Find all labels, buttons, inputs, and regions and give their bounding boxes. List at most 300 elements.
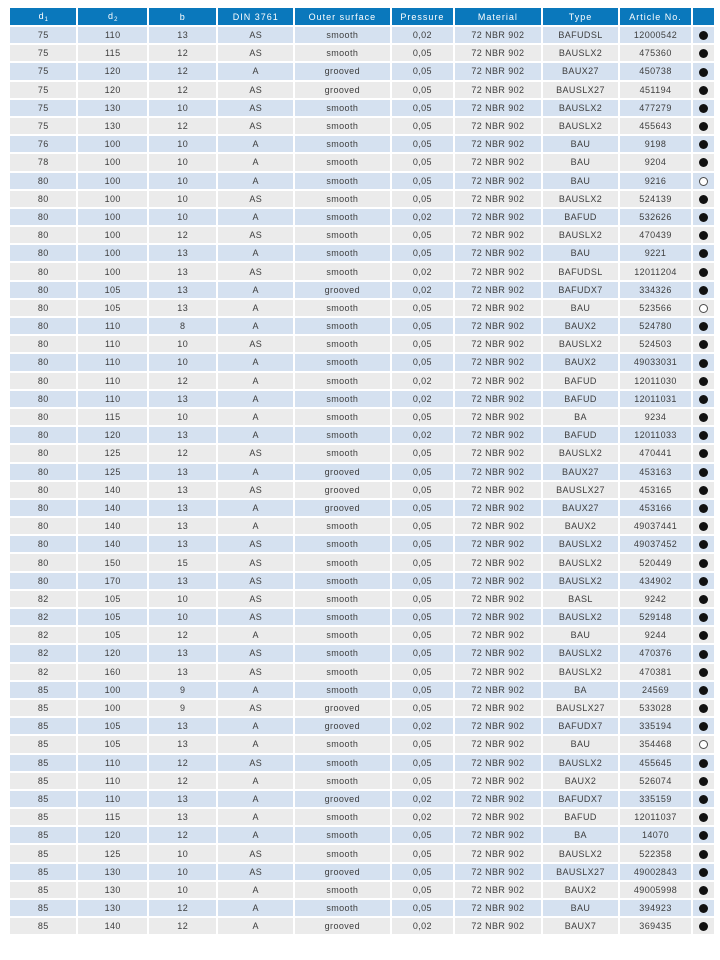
cell-d2: 140 <box>78 518 146 534</box>
cell-material: 72 NBR 902 <box>455 518 541 534</box>
cell-type: BAFUDX7 <box>543 282 619 298</box>
cell-type: BAUX27 <box>543 464 619 480</box>
cell-article_no: 12011037 <box>620 809 691 825</box>
cell-pressure: 0,02 <box>392 427 453 443</box>
cell-b: 9 <box>149 682 216 698</box>
cell-d2: 140 <box>78 918 146 934</box>
cell-pressure: 0,02 <box>392 282 453 298</box>
table-row <box>10 736 714 752</box>
cell-outer_surface: grooved <box>295 82 390 98</box>
table-row <box>10 118 714 134</box>
cell-pressure: 0,05 <box>392 482 453 498</box>
cell-type: BAFUDX7 <box>543 791 619 807</box>
cell-b: 10 <box>149 845 216 861</box>
cell-type: BA <box>543 682 619 698</box>
cell-article_no: 455643 <box>620 118 691 134</box>
cell-type: BAU <box>543 900 619 916</box>
cell-d2: 130 <box>78 864 146 880</box>
table-row <box>10 773 714 789</box>
table-row <box>10 45 714 61</box>
cell-outer_surface: smooth <box>295 591 390 607</box>
cell-d1: 75 <box>10 63 76 79</box>
cell-type: BAFUDX7 <box>543 718 619 734</box>
cell-material: 72 NBR 902 <box>455 464 541 480</box>
table-row <box>10 864 714 880</box>
cell-availability <box>693 645 714 661</box>
cell-pressure: 0,05 <box>392 609 453 625</box>
cell-b: 12 <box>149 63 216 79</box>
cell-outer_surface: grooved <box>295 500 390 516</box>
cell-availability <box>693 736 714 752</box>
cell-material: 72 NBR 902 <box>455 645 541 661</box>
cell-type: BA <box>543 409 619 425</box>
table-row <box>10 536 714 552</box>
cell-d2: 100 <box>78 173 146 189</box>
cell-d2: 110 <box>78 755 146 771</box>
cell-material: 72 NBR 902 <box>455 209 541 225</box>
cell-type: BAUX2 <box>543 882 619 898</box>
filled-dot-icon <box>699 595 708 604</box>
cell-article_no: 532626 <box>620 209 691 225</box>
cell-outer_surface: smooth <box>295 736 390 752</box>
cell-outer_surface: smooth <box>295 154 390 170</box>
cell-outer_surface: smooth <box>295 445 390 461</box>
cell-b: 10 <box>149 409 216 425</box>
cell-outer_surface: smooth <box>295 27 390 43</box>
cell-article_no: 526074 <box>620 773 691 789</box>
cell-article_no: 453166 <box>620 500 691 516</box>
filled-dot-icon <box>699 559 708 568</box>
cell-type: BAUSLX2 <box>543 191 619 207</box>
cell-pressure: 0,05 <box>392 591 453 607</box>
cell-outer_surface: smooth <box>295 245 390 261</box>
cell-material: 72 NBR 902 <box>455 918 541 934</box>
cell-type: BAUSLX2 <box>543 100 619 116</box>
cell-d1: 75 <box>10 27 76 43</box>
open-dot-icon <box>699 304 708 313</box>
cell-b: 10 <box>149 154 216 170</box>
cell-availability <box>693 318 714 334</box>
cell-article_no: 475360 <box>620 45 691 61</box>
cell-availability <box>693 791 714 807</box>
cell-pressure: 0,05 <box>392 300 453 316</box>
cell-d1: 85 <box>10 718 76 734</box>
cell-d2: 100 <box>78 209 146 225</box>
cell-b: 12 <box>149 45 216 61</box>
cell-b: 12 <box>149 373 216 389</box>
cell-din: AS <box>218 27 293 43</box>
cell-type: BAFUD <box>543 373 619 389</box>
cell-din: A <box>218 409 293 425</box>
cell-outer_surface: smooth <box>295 191 390 207</box>
cell-material: 72 NBR 902 <box>455 900 541 916</box>
cell-pressure: 0,05 <box>392 118 453 134</box>
cell-d1: 80 <box>10 536 76 552</box>
filled-dot-icon <box>699 540 708 549</box>
cell-pressure: 0,05 <box>392 173 453 189</box>
cell-d2: 120 <box>78 645 146 661</box>
cell-d1: 82 <box>10 609 76 625</box>
cell-b: 13 <box>149 282 216 298</box>
cell-d2: 100 <box>78 263 146 279</box>
cell-pressure: 0,02 <box>392 373 453 389</box>
cell-d1: 75 <box>10 118 76 134</box>
cell-d2: 105 <box>78 736 146 752</box>
cell-type: BAFUD <box>543 809 619 825</box>
filled-dot-icon <box>699 777 708 786</box>
cell-din: AS <box>218 573 293 589</box>
cell-din: AS <box>218 45 293 61</box>
cell-b: 12 <box>149 82 216 98</box>
cell-b: 13 <box>149 482 216 498</box>
table-row <box>10 518 714 534</box>
cell-d1: 85 <box>10 845 76 861</box>
cell-d1: 80 <box>10 318 76 334</box>
cell-b: 8 <box>149 318 216 334</box>
cell-din: A <box>218 736 293 752</box>
cell-pressure: 0,05 <box>392 627 453 643</box>
column-header-d2 <box>78 8 146 25</box>
cell-d1: 82 <box>10 664 76 680</box>
table-row <box>10 373 714 389</box>
filled-dot-icon <box>699 650 708 659</box>
cell-d2: 115 <box>78 409 146 425</box>
cell-article_no: 49037452 <box>620 536 691 552</box>
cell-din: AS <box>218 118 293 134</box>
cell-article_no: 49005998 <box>620 882 691 898</box>
cell-article_no: 470439 <box>620 227 691 243</box>
cell-d1: 85 <box>10 900 76 916</box>
filled-dot-icon <box>699 631 708 640</box>
cell-din: A <box>218 518 293 534</box>
cell-din: AS <box>218 700 293 716</box>
cell-material: 72 NBR 902 <box>455 882 541 898</box>
cell-d2: 160 <box>78 664 146 680</box>
filled-dot-icon <box>699 49 708 58</box>
cell-article_no: 335194 <box>620 718 691 734</box>
cell-article_no: 477279 <box>620 100 691 116</box>
cell-d2: 105 <box>78 282 146 298</box>
filled-dot-icon <box>699 249 708 258</box>
cell-type: BAFUD <box>543 209 619 225</box>
cell-outer_surface: smooth <box>295 263 390 279</box>
cell-b: 13 <box>149 645 216 661</box>
cell-pressure: 0,05 <box>392 409 453 425</box>
cell-article_no: 49002843 <box>620 864 691 880</box>
cell-d2: 100 <box>78 136 146 152</box>
table-row <box>10 445 714 461</box>
cell-article_no: 9204 <box>620 154 691 170</box>
cell-pressure: 0,05 <box>392 882 453 898</box>
cell-b: 10 <box>149 173 216 189</box>
cell-d1: 75 <box>10 45 76 61</box>
cell-pressure: 0,05 <box>392 827 453 843</box>
cell-d2: 110 <box>78 318 146 334</box>
filled-dot-icon <box>699 377 708 386</box>
cell-article_no: 9244 <box>620 627 691 643</box>
cell-d1: 80 <box>10 482 76 498</box>
cell-availability <box>693 518 714 534</box>
cell-din: A <box>218 136 293 152</box>
cell-din: A <box>218 791 293 807</box>
cell-type: BAU <box>543 736 619 752</box>
cell-outer_surface: smooth <box>295 573 390 589</box>
cell-outer_surface: smooth <box>295 173 390 189</box>
cell-material: 72 NBR 902 <box>455 191 541 207</box>
filled-dot-icon <box>699 86 708 95</box>
cell-b: 13 <box>149 464 216 480</box>
cell-d2: 100 <box>78 191 146 207</box>
cell-pressure: 0,05 <box>392 682 453 698</box>
cell-material: 72 NBR 902 <box>455 500 541 516</box>
cell-din: A <box>218 718 293 734</box>
table-row <box>10 318 714 334</box>
cell-outer_surface: smooth <box>295 518 390 534</box>
cell-type: BAU <box>543 136 619 152</box>
table-row <box>10 845 714 861</box>
cell-d1: 80 <box>10 445 76 461</box>
cell-material: 72 NBR 902 <box>455 63 541 79</box>
cell-article_no: 49037441 <box>620 518 691 534</box>
filled-dot-icon <box>699 831 708 840</box>
cell-availability <box>693 591 714 607</box>
cell-material: 72 NBR 902 <box>455 864 541 880</box>
cell-article_no: 369435 <box>620 918 691 934</box>
cell-type: BAUSLX2 <box>543 118 619 134</box>
cell-article_no: 9242 <box>620 591 691 607</box>
cell-din: A <box>218 882 293 898</box>
cell-outer_surface: smooth <box>295 609 390 625</box>
cell-din: AS <box>218 482 293 498</box>
cell-outer_surface: smooth <box>295 755 390 771</box>
cell-article_no: 12000542 <box>620 27 691 43</box>
cell-article_no: 12011033 <box>620 427 691 443</box>
cell-d2: 110 <box>78 336 146 352</box>
cell-material: 72 NBR 902 <box>455 336 541 352</box>
cell-material: 72 NBR 902 <box>455 318 541 334</box>
cell-b: 13 <box>149 536 216 552</box>
cell-b: 10 <box>149 609 216 625</box>
cell-d1: 80 <box>10 464 76 480</box>
cell-article_no: 524780 <box>620 318 691 334</box>
table-row <box>10 154 714 170</box>
cell-b: 10 <box>149 100 216 116</box>
cell-b: 10 <box>149 354 216 370</box>
cell-type: BAFUDSL <box>543 27 619 43</box>
cell-type: BAUSLX2 <box>543 554 619 570</box>
cell-type: BAUX2 <box>543 318 619 334</box>
cell-type: BAUSLX27 <box>543 82 619 98</box>
cell-pressure: 0,05 <box>392 191 453 207</box>
filled-dot-icon <box>699 213 708 222</box>
cell-availability <box>693 336 714 352</box>
cell-din: A <box>218 918 293 934</box>
cell-d1: 82 <box>10 645 76 661</box>
cell-pressure: 0,05 <box>392 82 453 98</box>
column-header-d1 <box>10 8 76 25</box>
cell-availability <box>693 100 714 116</box>
cell-pressure: 0,05 <box>392 736 453 752</box>
cell-availability <box>693 900 714 916</box>
cell-b: 10 <box>149 336 216 352</box>
column-header-type: Type <box>543 8 619 25</box>
cell-din: AS <box>218 591 293 607</box>
cell-b: 13 <box>149 664 216 680</box>
cell-material: 72 NBR 902 <box>455 827 541 843</box>
cell-pressure: 0,02 <box>392 27 453 43</box>
cell-pressure: 0,05 <box>392 445 453 461</box>
filled-dot-icon <box>699 195 708 204</box>
table-header <box>10 8 714 25</box>
cell-din: A <box>218 245 293 261</box>
cell-din: AS <box>218 554 293 570</box>
cell-d2: 105 <box>78 300 146 316</box>
cell-material: 72 NBR 902 <box>455 245 541 261</box>
column-header-pressure: Pressure <box>392 8 453 25</box>
cell-type: BAU <box>543 173 619 189</box>
table-row <box>10 427 714 443</box>
cell-outer_surface: smooth <box>295 882 390 898</box>
cell-material: 72 NBR 902 <box>455 173 541 189</box>
table-row <box>10 882 714 898</box>
cell-type: BAUX2 <box>543 773 619 789</box>
cell-availability <box>693 918 714 934</box>
cell-pressure: 0,02 <box>392 209 453 225</box>
cell-outer_surface: smooth <box>295 645 390 661</box>
table-row <box>10 282 714 298</box>
cell-pressure: 0,05 <box>392 755 453 771</box>
cell-availability <box>693 154 714 170</box>
filled-dot-icon <box>699 759 708 768</box>
cell-din: A <box>218 773 293 789</box>
cell-outer_surface: smooth <box>295 45 390 61</box>
cell-pressure: 0,05 <box>392 900 453 916</box>
cell-outer_surface: smooth <box>295 664 390 680</box>
cell-type: BAUSLX2 <box>543 755 619 771</box>
column-header-availability <box>693 8 714 25</box>
cell-pressure: 0,05 <box>392 700 453 716</box>
filled-dot-icon <box>699 322 708 331</box>
cell-article_no: 524503 <box>620 336 691 352</box>
table-row <box>10 82 714 98</box>
cell-d2: 150 <box>78 554 146 570</box>
cell-d2: 110 <box>78 354 146 370</box>
cell-outer_surface: grooved <box>295 718 390 734</box>
cell-pressure: 0,05 <box>392 464 453 480</box>
filled-dot-icon <box>699 359 708 368</box>
cell-b: 13 <box>149 391 216 407</box>
filled-dot-icon <box>699 486 708 495</box>
table-row <box>10 464 714 480</box>
cell-availability <box>693 300 714 316</box>
cell-d2: 120 <box>78 82 146 98</box>
cell-material: 72 NBR 902 <box>455 609 541 625</box>
cell-d2: 130 <box>78 118 146 134</box>
cell-d1: 80 <box>10 354 76 370</box>
cell-outer_surface: grooved <box>295 464 390 480</box>
cell-b: 12 <box>149 627 216 643</box>
cell-material: 72 NBR 902 <box>455 354 541 370</box>
cell-type: BAFUD <box>543 391 619 407</box>
cell-outer_surface: smooth <box>295 354 390 370</box>
cell-type: BAU <box>543 245 619 261</box>
cell-d1: 80 <box>10 373 76 389</box>
open-dot-icon <box>699 740 708 749</box>
cell-material: 72 NBR 902 <box>455 45 541 61</box>
cell-outer_surface: grooved <box>295 700 390 716</box>
cell-availability <box>693 609 714 625</box>
cell-article_no: 533028 <box>620 700 691 716</box>
cell-d1: 76 <box>10 136 76 152</box>
cell-d2: 110 <box>78 373 146 389</box>
cell-material: 72 NBR 902 <box>455 300 541 316</box>
cell-article_no: 523566 <box>620 300 691 316</box>
cell-article_no: 470441 <box>620 445 691 461</box>
cell-d2: 120 <box>78 427 146 443</box>
cell-article_no: 24569 <box>620 682 691 698</box>
cell-material: 72 NBR 902 <box>455 736 541 752</box>
cell-type: BAUX7 <box>543 918 619 934</box>
cell-type: BAFUDSL <box>543 263 619 279</box>
cell-outer_surface: smooth <box>295 409 390 425</box>
cell-b: 10 <box>149 191 216 207</box>
table-row <box>10 627 714 643</box>
cell-outer_surface: smooth <box>295 300 390 316</box>
cell-material: 72 NBR 902 <box>455 591 541 607</box>
cell-article_no: 14070 <box>620 827 691 843</box>
cell-availability <box>693 354 714 370</box>
filled-dot-icon <box>699 886 708 895</box>
cell-availability <box>693 627 714 643</box>
table-row <box>10 718 714 734</box>
filled-dot-icon <box>699 686 708 695</box>
cell-material: 72 NBR 902 <box>455 755 541 771</box>
cell-material: 72 NBR 902 <box>455 536 541 552</box>
cell-d1: 85 <box>10 827 76 843</box>
cell-availability <box>693 209 714 225</box>
filled-dot-icon <box>699 613 708 622</box>
cell-type: BAUSLX2 <box>543 845 619 861</box>
cell-d1: 80 <box>10 554 76 570</box>
cell-outer_surface: smooth <box>295 209 390 225</box>
cell-din: AS <box>218 536 293 552</box>
cell-d1: 80 <box>10 263 76 279</box>
cell-material: 72 NBR 902 <box>455 391 541 407</box>
cell-d2: 130 <box>78 882 146 898</box>
cell-b: 12 <box>149 900 216 916</box>
cell-d2: 105 <box>78 627 146 643</box>
cell-b: 12 <box>149 445 216 461</box>
cell-pressure: 0,05 <box>392 227 453 243</box>
column-header-article-no: Article No. <box>620 8 691 25</box>
cell-outer_surface: smooth <box>295 809 390 825</box>
cell-material: 72 NBR 902 <box>455 809 541 825</box>
cell-d2: 105 <box>78 609 146 625</box>
cell-pressure: 0,02 <box>392 791 453 807</box>
cell-d2: 140 <box>78 536 146 552</box>
table-row <box>10 173 714 189</box>
cell-d1: 85 <box>10 918 76 934</box>
cell-d2: 105 <box>78 718 146 734</box>
cell-material: 72 NBR 902 <box>455 427 541 443</box>
cell-pressure: 0,05 <box>392 845 453 861</box>
filled-dot-icon <box>699 577 708 586</box>
cell-availability <box>693 773 714 789</box>
cell-material: 72 NBR 902 <box>455 445 541 461</box>
cell-material: 72 NBR 902 <box>455 791 541 807</box>
filled-dot-icon <box>699 722 708 731</box>
filled-dot-icon <box>699 340 708 349</box>
